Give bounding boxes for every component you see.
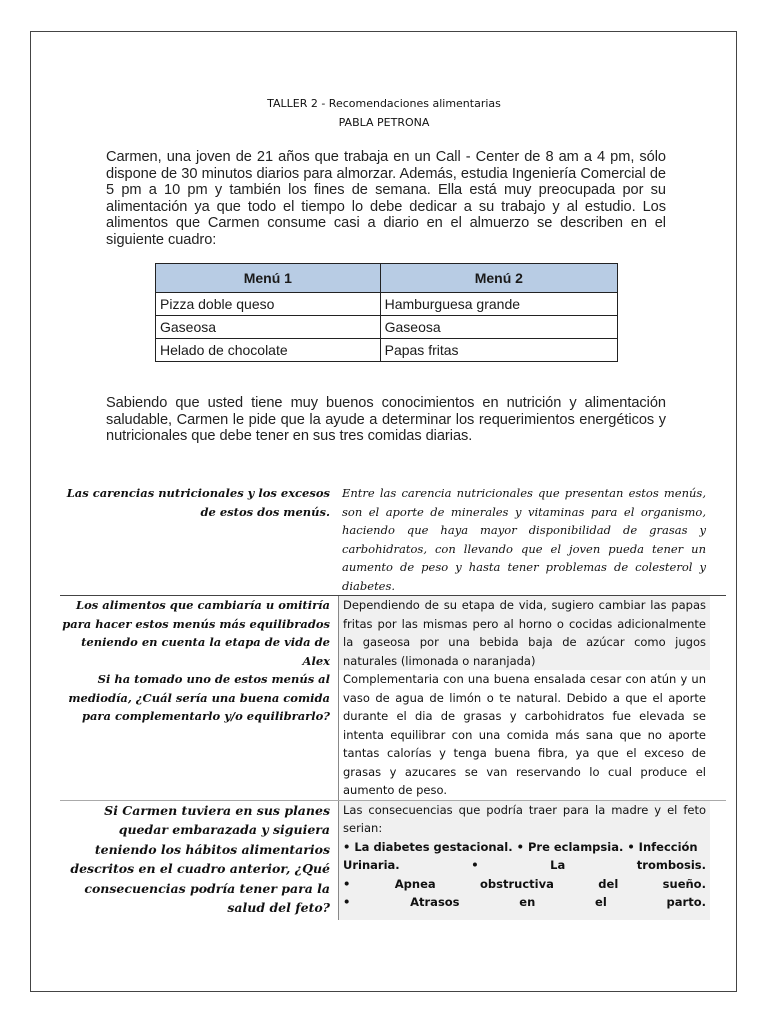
bullet-word: • bbox=[343, 876, 351, 891]
menu-1-header: Menú 1 bbox=[156, 264, 381, 293]
table-row bbox=[156, 316, 618, 339]
answer-bullets-line bbox=[343, 856, 706, 875]
bullet-word: en bbox=[519, 895, 536, 909]
table-cell: Papas fritas bbox=[380, 339, 617, 362]
answer-intro: Las consecuencias que podría traer para la madre y el feto serian: bbox=[343, 802, 706, 835]
bullet-word: Urinaria. bbox=[343, 858, 400, 872]
document-title-block bbox=[0, 94, 768, 132]
table-row bbox=[156, 293, 618, 316]
bullet-word: el bbox=[595, 895, 607, 909]
answer-bullets-line bbox=[343, 893, 706, 912]
bullet-word: Apnea bbox=[394, 876, 436, 891]
table-row bbox=[156, 339, 618, 362]
qa-row bbox=[60, 595, 726, 670]
question-text: Los alimentos que cambiaría u omitiría para hacer estos menús más equilibrados teniendo en cuenta la etapa de vida de Alex bbox=[62, 598, 330, 668]
qa-section bbox=[60, 484, 726, 920]
answer-text: Dependiendo de su etapa de vida, sugiero cambiar las papas fritas por las mismas pero al horno o cocidas adicionalmente la gaseosa por una bebida baja de azúcar como jugos naturales (limonada o naranjada) bbox=[338, 596, 710, 670]
table-cell: Pizza doble queso bbox=[156, 293, 381, 316]
table-cell: Gaseosa bbox=[380, 316, 617, 339]
answer-text: Entre las carencia nutricionales que presentan estos menús, son el aporte de minerales y vitaminas para el organismo, haciendo que haya mayor disponibilidad de grasas y carbohidratos, con llevando que el joven pueda tener un aumento de peso y hasta tener problemas de colesterol y diabetes. bbox=[342, 486, 706, 593]
menu-2-header: Menú 2 bbox=[380, 264, 617, 293]
document-title: TALLER 2 - Recomendaciones alimentarias bbox=[267, 97, 501, 110]
intro-paragraph: Carmen, una joven de 21 años que trabaja en un Call - Center de 8 am a 4 pm, sólo dispone de 30 minutos diarios para almorzar. Además, estudia Ingeniería Comercial de 5 pm a 10 pm y también los fines de semana. Ella está muy preocupada por su alimentación ya que todo el tiempo lo debe dedicar a su trabajo y al estudio. Los alimentos que Carmen consume casi a diario en el almuerzo se describen en el siguiente cuadro: bbox=[106, 149, 666, 248]
answer-block bbox=[338, 801, 710, 920]
table-cell: Gaseosa bbox=[156, 316, 381, 339]
menu-table bbox=[155, 263, 618, 362]
question-text: Las carencias nutricionales y los excesos de estos dos menús. bbox=[66, 486, 330, 519]
question-text: Si ha tomado uno de estos menús al mediodía, ¿Cuál sería una buena comida para complementarlo y/o equilibrarlo? bbox=[68, 672, 330, 723]
table-cell: Hamburguesa grande bbox=[380, 293, 617, 316]
document-author: PABLA PETRONA bbox=[338, 116, 430, 129]
bullet-word: • bbox=[343, 895, 351, 909]
bullet-word: obstructiva bbox=[480, 876, 554, 891]
request-paragraph: Sabiendo que usted tiene muy buenos conocimientos en nutrición y alimentación saludable, Carmen le pide que la ayude a determinar los requerimientos energéticos y nutricionales que debe tener en sus tres comidas diarias. bbox=[106, 395, 666, 445]
qa-row bbox=[60, 484, 726, 595]
menu-table-header-row bbox=[156, 264, 618, 293]
bullet-word: trombosis. bbox=[636, 858, 706, 872]
bullet-word: Atrasos bbox=[410, 895, 460, 909]
qa-row bbox=[60, 670, 726, 800]
table-cell: Helado de chocolate bbox=[156, 339, 381, 362]
answer-bullets-line: • La diabetes gestacional. • Pre eclampsia. • Infección bbox=[343, 839, 698, 854]
bullet-word: sueño. bbox=[662, 876, 706, 891]
bullet-word: del bbox=[598, 876, 619, 891]
answer-bullets-line bbox=[343, 875, 706, 894]
answer-text: Complementaria con una buena ensalada cesar con atún y un vaso de agua de limón o te natural. Debido a que el aporte durante el dia de grasas y carbohidratos fue elevada se intenta equilibrar con una comida más sana que no aporte tantas calorías y tenga buena fibra, ya que el exceso de grasas y azucares se van reservando lo cual produce el aumento de peso. bbox=[338, 670, 710, 800]
bullet-word: La bbox=[550, 858, 566, 872]
qa-row bbox=[60, 800, 726, 920]
bullet-word: parto. bbox=[666, 895, 706, 909]
question-text: Si Carmen tuviera en sus planes quedar embarazada y siguiera teniendo los hábitos alimentarios descritos en el cuadro anterior, ¿Qué consecuencias podría tener para la salud del feto? bbox=[70, 802, 330, 915]
bullet-word: • bbox=[471, 858, 479, 872]
